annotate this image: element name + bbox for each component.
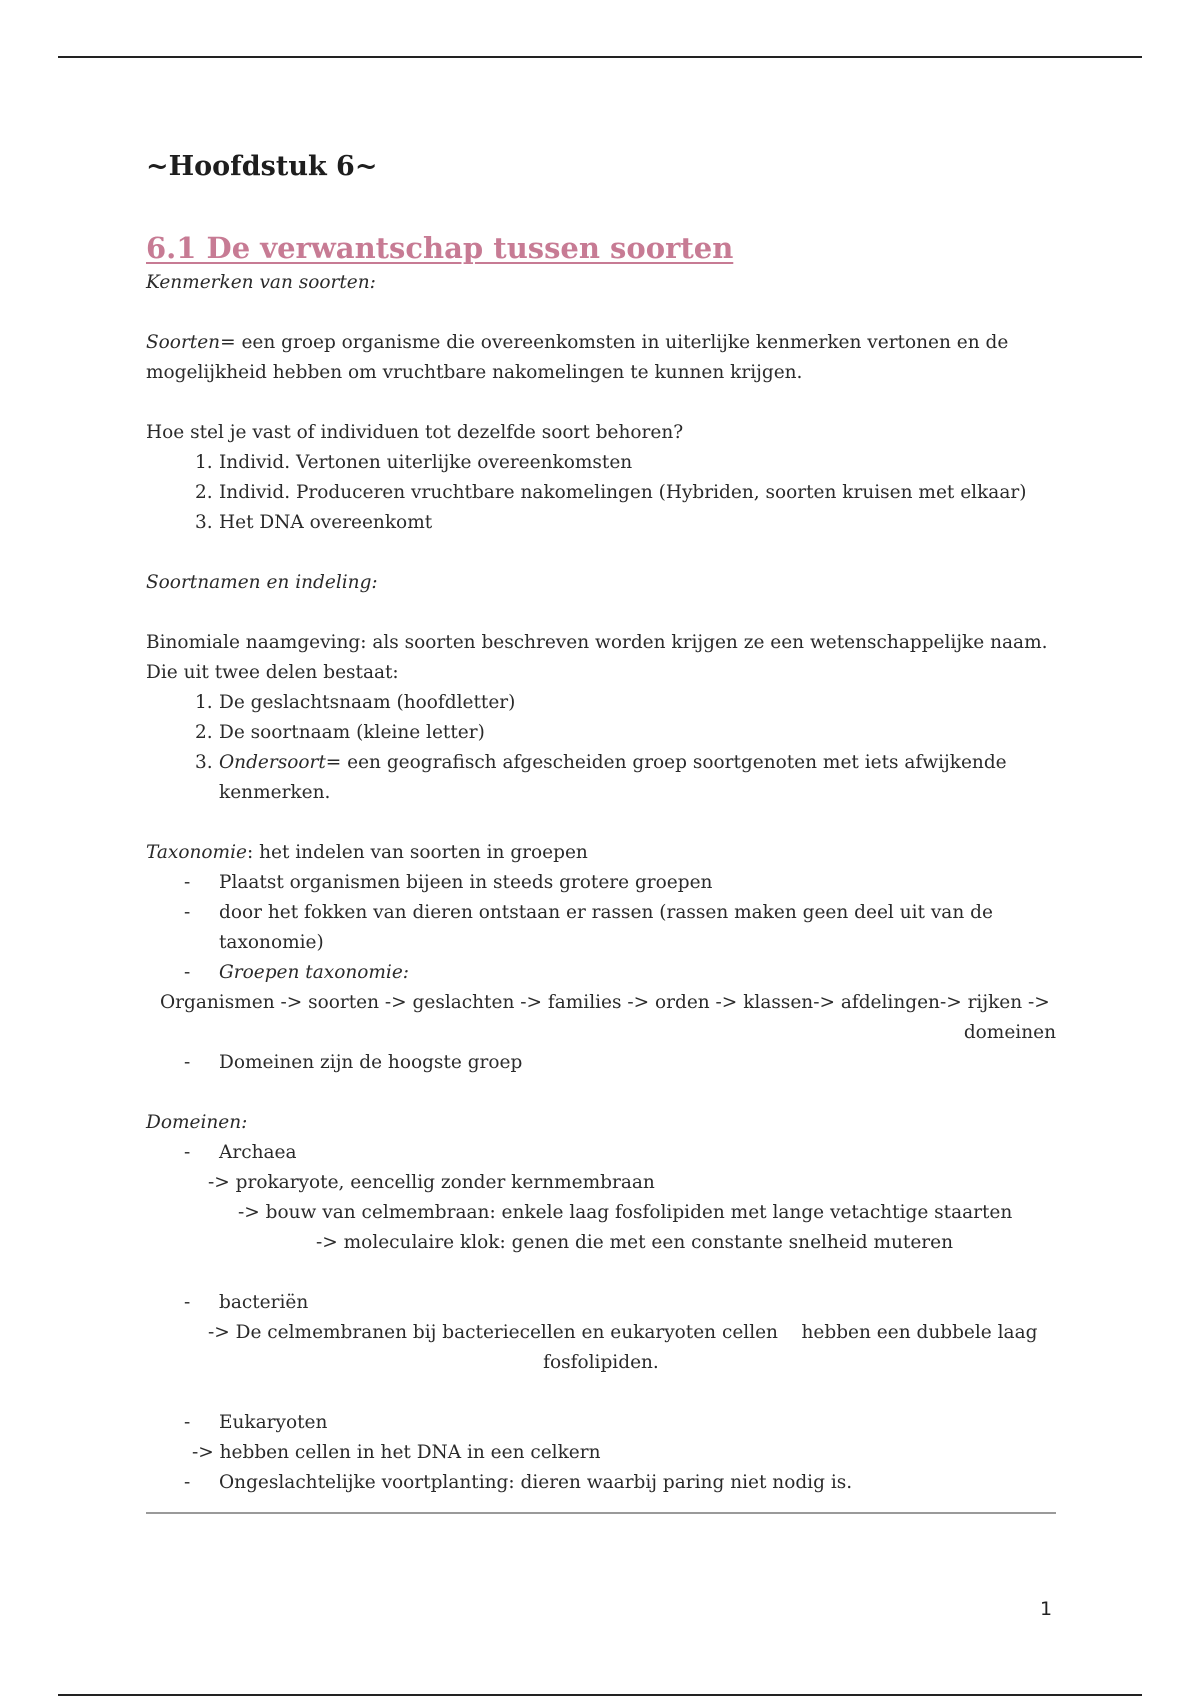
section-title: 6.1 De verwantschap tussen soorten: [146, 231, 734, 265]
taxonomy-hierarchy-end: domeinen: [963, 1022, 1056, 1043]
kenmerken-heading: Kenmerken van soorten:: [146, 272, 376, 293]
soorten-def-rest: = een groep organisme die overeenkomsten in uiterlijke kenmerken vertonen en de: [220, 332, 1009, 353]
page-number: 1: [1040, 1598, 1053, 1620]
name-parts-list: [146, 688, 1056, 808]
section-divider: [146, 1512, 1056, 1514]
document-body: [146, 140, 1056, 1498]
soorten-term: Soorten: [146, 332, 221, 353]
list-item-continuation: taxonomie): [219, 932, 324, 953]
binomial-line1: Binomiale naamgeving: als soorten beschreven worden krijgen ze een wetenschappelijke naam.: [146, 632, 1048, 653]
list-item: 2. Individ. Produceren vruchtbare nakomelingen (Hybriden, soorten kruisen met elkaar): [195, 482, 1027, 503]
soorten-definition: [146, 328, 1056, 358]
soorten-def-line2: mogelijkheid hebben om vruchtbare nakomelingen te kunnen krijgen.: [146, 362, 803, 383]
list-item: - Plaatst organismen bijeen in steeds grotere groepen: [184, 872, 713, 893]
binomial-line2: Die uit twee delen bestaat:: [146, 662, 399, 683]
ondersoort-term: Ondersoort: [219, 752, 326, 773]
eukaryoten-sub: -> hebben cellen in het DNA in een celkern: [192, 1442, 601, 1463]
archaea-sub2: -> bouw van celmembraan: enkele laag fosfolipiden met lange vetachtige staarten: [238, 1202, 1013, 1223]
list-item: 2. De soortnaam (kleine letter): [195, 722, 485, 743]
list-item: - Domeinen zijn de hoogste groep: [184, 1052, 523, 1073]
list-item: - Archaea: [184, 1142, 297, 1163]
list-item: - Groepen taxonomie:: [184, 962, 410, 983]
taxonomie-term: Taxonomie: [146, 842, 247, 863]
chapter-title: ~Hoofdstuk 6~: [146, 151, 378, 182]
archaea-sub1: -> prokaryote, eencellig zonder kernmembraan: [208, 1172, 655, 1193]
list-item: 3. Ondersoort= een geografisch afgescheiden groep soortgenoten met iets afwijkende: [195, 752, 1007, 773]
taxonomy-hierarchy: Organismen -> soorten -> geslachten -> families -> orden -> klassen-> afdelingen-> rijken ->: [160, 992, 1050, 1013]
list-item: - door het fokken van dieren ontstaan er rassen (rassen maken geen deel uit van de: [184, 902, 993, 923]
question: Hoe stel je vast of individuen tot dezelfde soort behoren?: [146, 422, 684, 443]
list-item: - bacteriën: [184, 1292, 309, 1313]
bacterien-sub-line2: fosfolipiden.: [543, 1352, 659, 1373]
list-item: - Ongeslachtelijke voortplanting: dieren waarbij paring niet nodig is.: [184, 1472, 853, 1493]
taxonomie-definition: Taxonomie: het indelen van soorten in groepen: [146, 842, 588, 863]
list-item: - Eukaryoten: [184, 1412, 328, 1433]
footer-rule: [58, 1694, 1142, 1696]
criteria-list: [146, 448, 1056, 538]
bacterien-sub: -> De celmembranen bij bacteriecellen en eukaryoten cellen hebben een dubbele laag: [208, 1322, 1038, 1343]
soortnamen-heading: Soortnamen en indeling:: [146, 572, 378, 593]
header-rule: [58, 56, 1142, 58]
domeinen-heading: Domeinen:: [146, 1112, 248, 1133]
list-item: 3. Het DNA overeenkomt: [195, 512, 433, 533]
taxonomie-list: [146, 868, 1056, 988]
archaea-sub3: -> moleculaire klok: genen die met een constante snelheid muteren: [316, 1232, 953, 1253]
list-item: 1. Individ. Vertonen uiterlijke overeenkomsten: [195, 452, 633, 473]
list-item: 1. De geslachtsnaam (hoofdletter): [195, 692, 516, 713]
list-item-continuation: kenmerken.: [219, 782, 331, 803]
